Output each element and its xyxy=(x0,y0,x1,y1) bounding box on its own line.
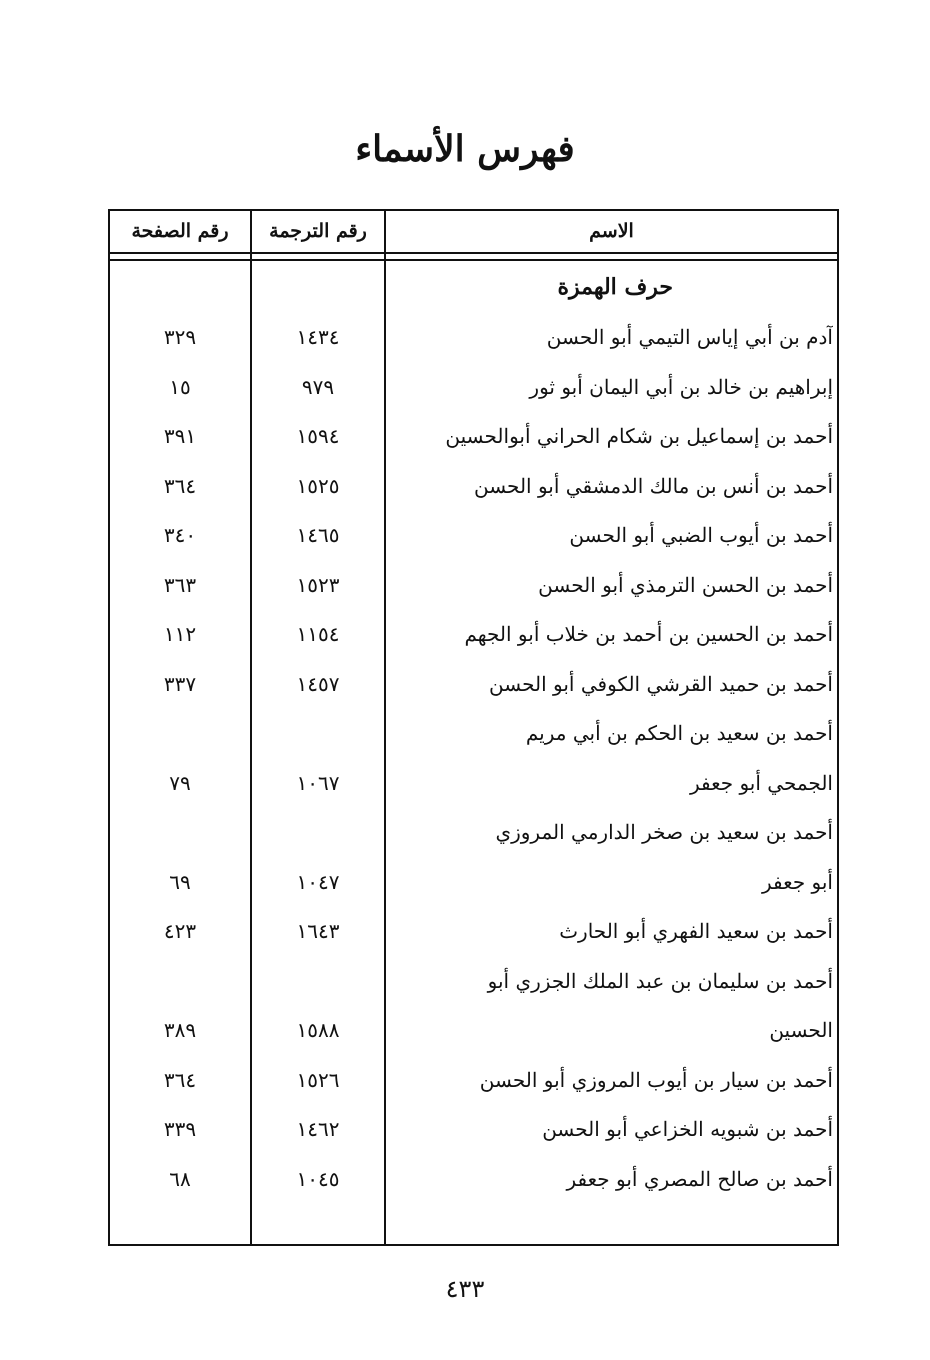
table-row xyxy=(110,412,837,460)
table-row xyxy=(110,462,837,510)
entry-name: أحمد بن سعيد بن الحكم بن أبي مريم xyxy=(525,721,833,745)
entry-name: أحمد بن سعيد الفهري أبو الحارث xyxy=(559,919,833,943)
entry-name: أحمد بن سعيد بن صخر الدارمي المروزي xyxy=(495,820,833,844)
entry-page-number xyxy=(110,709,250,757)
entry-name: أحمد بن الحسن الترمذي أبو الحسن xyxy=(538,573,833,597)
table-row xyxy=(110,1155,837,1203)
table-row xyxy=(110,907,837,955)
table-row xyxy=(110,858,837,906)
entry-page-number: ٧٩ xyxy=(169,771,191,795)
table-row xyxy=(110,1105,837,1153)
header-rule xyxy=(110,259,837,261)
page-number: ٤٣٣ xyxy=(445,1275,485,1303)
entry-page-number: ٣٩١ xyxy=(163,424,197,448)
entry-page-number: ٣٣٧ xyxy=(163,672,197,696)
entry-name: أحمد بن حميد القرشي الكوفي أبو الحسن xyxy=(489,672,833,696)
entry-page-number: ٣٢٩ xyxy=(163,325,197,349)
header-translation-number: رقم الترجمة xyxy=(269,220,367,242)
table-row xyxy=(110,709,837,757)
entry-page-number: ١١٢ xyxy=(163,622,197,646)
entry-name: أحمد بن صالح المصري أبو جعفر xyxy=(566,1167,833,1191)
entry-page-number: ٣٦٤ xyxy=(163,1068,197,1092)
entry-translation-number: ١٥٨٨ xyxy=(296,1018,340,1042)
section-row xyxy=(110,263,837,311)
header-rule xyxy=(110,252,837,254)
entry-translation-number: ١٥٢٥ xyxy=(296,474,340,498)
entry-name: أحمد بن إسماعيل بن شكام الحراني أبوالحسين xyxy=(445,424,833,448)
entry-page-number: ٣٣٩ xyxy=(163,1117,197,1141)
entry-name: أحمد بن أنس بن مالك الدمشقي أبو الحسن xyxy=(473,474,833,498)
table-row xyxy=(110,1006,837,1054)
table-row xyxy=(110,759,837,807)
entry-page-number: ٣٤٠ xyxy=(163,523,197,547)
entry-translation-number: ١٥٩٤ xyxy=(296,424,340,448)
table-row xyxy=(110,511,837,559)
entry-page-number xyxy=(110,957,250,1005)
entry-name: أحمد بن الحسين بن أحمد بن خلاب أبو الجهم xyxy=(464,622,833,646)
entry-page-number: ٦٩ xyxy=(169,870,191,894)
entry-translation-number: ١٥٢٦ xyxy=(296,1068,340,1092)
entry-name: أحمد بن سليمان بن عبد الملك الجزري أبو xyxy=(487,969,833,993)
entry-translation-number: ٩٧٩ xyxy=(301,375,335,399)
entry-translation-number: ١١٥٤ xyxy=(296,622,340,646)
table-row xyxy=(110,1056,837,1104)
entry-name: أحمد بن شبويه الخزاعي أبو الحسن xyxy=(542,1117,833,1141)
entry-name: الجمحي أبو جعفر xyxy=(689,771,833,795)
index-table xyxy=(108,209,839,1246)
table-row xyxy=(110,363,837,411)
entry-translation-number xyxy=(252,957,384,1005)
entry-translation-number: ١٠٦٧ xyxy=(296,771,340,795)
entry-translation-number xyxy=(252,808,384,856)
entry-name: أحمد بن سيار بن أيوب المروزي أبو الحسن xyxy=(479,1068,833,1092)
section-heading: حرف الهمزة xyxy=(557,274,673,300)
table-row xyxy=(110,808,837,856)
entry-page-number: ١٥ xyxy=(169,375,191,399)
table-row xyxy=(110,957,837,1005)
entry-translation-number xyxy=(252,709,384,757)
entry-name: آدم بن أبي إياس التيمي أبو الحسن xyxy=(546,325,833,349)
entry-page-number: ٦٨ xyxy=(169,1167,191,1191)
entry-page-number: ٤٢٣ xyxy=(163,919,197,943)
entry-translation-number: ١٠٤٧ xyxy=(296,870,340,894)
entry-name: أحمد بن أيوب الضبي أبو الحسن xyxy=(569,523,833,547)
table-row xyxy=(110,561,837,609)
entry-page-number xyxy=(110,808,250,856)
entry-translation-number: ١٥٢٣ xyxy=(296,573,340,597)
header-page-number: رقم الصفحة xyxy=(131,220,229,242)
entry-name: أبو جعفر xyxy=(762,870,833,894)
entry-translation-number: ١٦٤٣ xyxy=(296,919,340,943)
entry-page-number: ٣٦٤ xyxy=(163,474,197,498)
entry-translation-number: ١٤٦٢ xyxy=(296,1117,340,1141)
entry-name: إبراهيم بن خالد بن أبي اليمان أبو ثور xyxy=(529,375,833,399)
page-title: فهرس الأسماء xyxy=(355,128,575,170)
entry-page-number: ٣٦٣ xyxy=(163,573,197,597)
entry-translation-number: ١٤٦٥ xyxy=(296,523,340,547)
table-row xyxy=(110,313,837,361)
entry-name: الحسين xyxy=(769,1018,833,1042)
entry-translation-number: ١٤٥٧ xyxy=(296,672,340,696)
table-row xyxy=(110,610,837,658)
table-row xyxy=(110,660,837,708)
entry-translation-number: ١٤٣٤ xyxy=(296,325,340,349)
header-name: الاسم xyxy=(589,220,634,242)
entry-page-number: ٣٨٩ xyxy=(163,1018,197,1042)
entry-translation-number: ١٠٤٥ xyxy=(296,1167,340,1191)
